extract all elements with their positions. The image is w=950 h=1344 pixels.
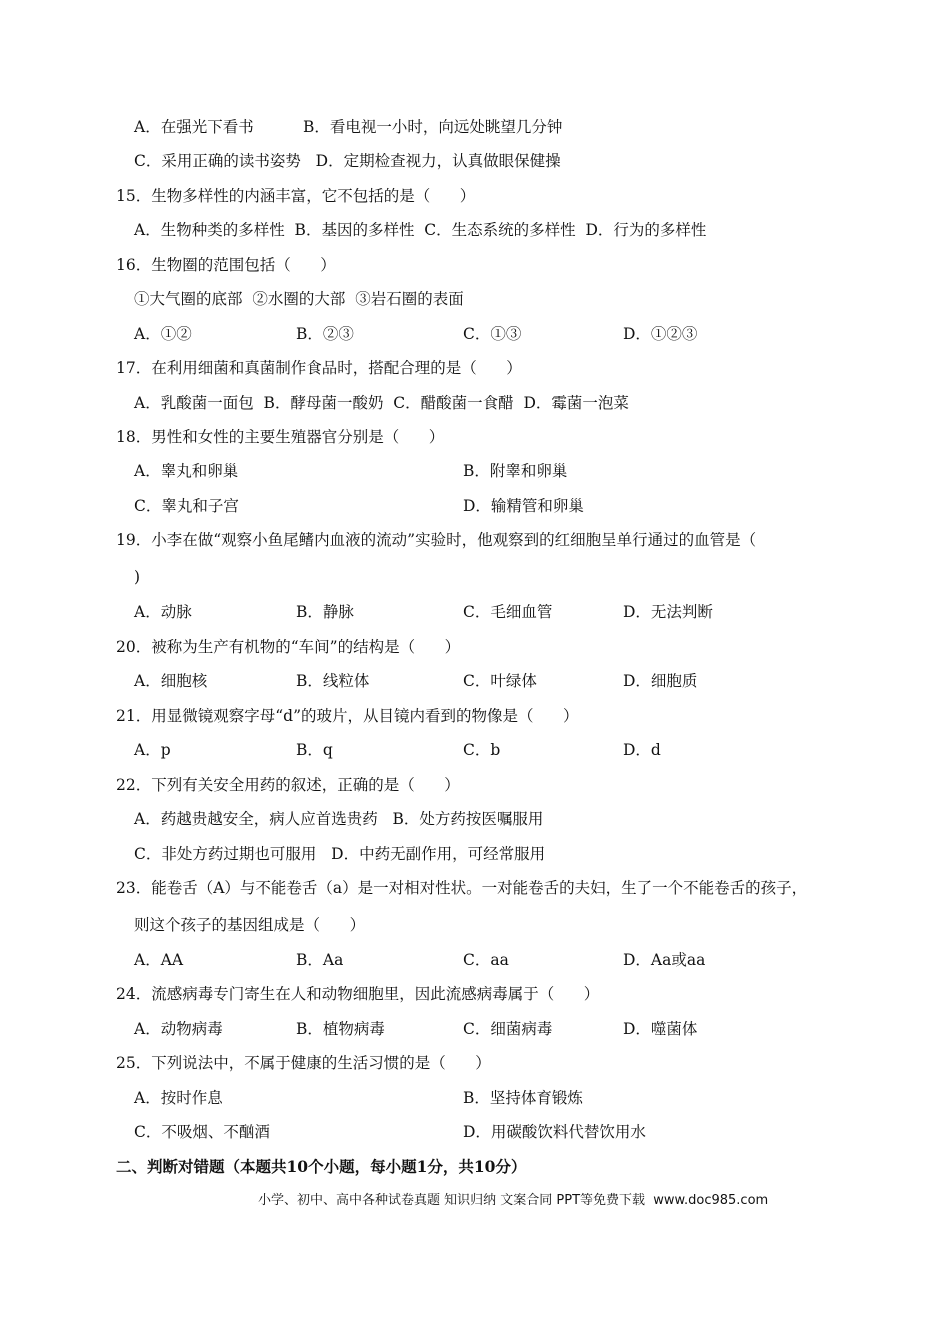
q17-options: A．乳酸菌一面包 B．酵母菌一酸奶 C．醋酸菌一食醋 D．霉菌一泡菜 [134, 394, 629, 412]
q18-option-d: D．输精管和卵巢 [463, 497, 584, 515]
q25-option-d: D．用碳酸饮料代替饮用水 [463, 1123, 646, 1141]
q15-stem: 15．生物多样性的内涵丰富，它不包括的是（ ） [116, 187, 476, 205]
q18-option-a: A．睾丸和卵巢 [134, 462, 239, 480]
q24-option-a: A．动物病毒 [134, 1020, 223, 1038]
q19-option-d: D．无法判断 [623, 603, 713, 621]
q16-option-c: C．①③ [463, 325, 522, 343]
q24-stem: 24．流感病毒专门寄生在人和动物细胞里，因此流感病毒属于（ ） [116, 985, 600, 1003]
q25-option-b: B．坚持体育锻炼 [463, 1089, 583, 1107]
q16-items: ①大气圈的底部 ②水圈的大部 ③岩石圈的表面 [134, 290, 464, 308]
q19-option-a: A．动脉 [134, 603, 192, 621]
q17-stem: 17．在利用细菌和真菌制作食品时，搭配合理的是（ ） [116, 359, 522, 377]
q24-option-b: B．植物病毒 [296, 1020, 385, 1038]
q23-option-b: B．Aa [296, 951, 344, 969]
q21-options [0, 739, 950, 761]
q21-stem: 21．用显微镜观察字母“d”的玻片，从目镜内看到的物像是（ ） [116, 707, 579, 725]
q16-options [0, 323, 950, 345]
q19-option-b: B．静脉 [296, 603, 354, 621]
q24-option-c: C．细菌病毒 [463, 1020, 553, 1038]
q16-stem: 16．生物圈的范围包括（ ） [116, 256, 336, 274]
q19-options [0, 601, 950, 623]
q25-options-ab [0, 1087, 950, 1109]
q21-option-c: C．b [463, 741, 501, 759]
q20-stem: 20．被称为生产有机物的“车间”的结构是（ ） [116, 638, 461, 656]
q18-options-cd [0, 495, 950, 517]
footer-text: 小学、初中、高中各种试卷真题 知识归纳 文案合同 PPT等免费下载 www.doc985.com [258, 1193, 769, 1208]
q23-stem-cont: 则这个孩子的基因组成是（ ） [134, 916, 366, 934]
q18-stem: 18．男性和女性的主要生殖器官分别是（ ） [116, 428, 445, 446]
q18-option-b: B．附睾和卵巢 [463, 462, 568, 480]
q22-stem: 22．下列有关安全用药的叙述，正确的是（ ） [116, 776, 460, 794]
q14-options-ab: A．在强光下看书 B．看电视一小时，向远处眺望几分钟 [134, 118, 563, 136]
q19-stem-cont: ) [134, 568, 141, 586]
q23-option-a: A．AA [134, 951, 184, 969]
q25-option-c: C．不吸烟、不酗酒 [134, 1123, 270, 1141]
q20-option-c: C．叶绿体 [463, 672, 537, 690]
q23-options [0, 949, 950, 971]
q25-options-cd [0, 1121, 950, 1143]
q19-stem: 19．小李在做“观察小鱼尾鳍内血液的流动”实验时，他观察到的红细胞呈单行通过的血管是（ [116, 531, 757, 549]
q22-options-ab: A．药越贵越安全，病人应首选贵药 B．处方药按医嘱服用 [134, 810, 544, 828]
section-2-heading: 二、判断对错题（本题共10个小题，每小题1分，共10分） [116, 1157, 527, 1176]
q24-options [0, 1018, 950, 1040]
q16-option-b: B．②③ [296, 325, 354, 343]
q16-option-d: D．①②③ [623, 325, 698, 343]
q20-option-a: A．细胞核 [134, 672, 208, 690]
q22-options-cd: C．非处方药过期也可服用 D．中药无副作用，可经常服用 [134, 845, 546, 863]
q25-stem: 25．下列说法中，不属于健康的生活习惯的是（ ） [116, 1054, 491, 1072]
q21-option-b: B．q [296, 741, 333, 759]
q20-option-b: B．线粒体 [296, 672, 370, 690]
q18-options-ab [0, 460, 950, 482]
q15-options: A．生物种类的多样性 B．基因的多样性 C．生态系统的多样性 D．行为的多样性 [134, 221, 707, 239]
q25-option-a: A．按时作息 [134, 1089, 223, 1107]
q20-options [0, 670, 950, 692]
q23-option-c: C．aa [463, 951, 509, 969]
q18-option-c: C．睾丸和子宫 [134, 497, 239, 515]
q19-option-c: C．毛细血管 [463, 603, 553, 621]
q16-option-a: A．①② [134, 325, 192, 343]
q23-option-d: D．Aa或aa [623, 951, 706, 969]
q20-option-d: D．细胞质 [623, 672, 698, 690]
q14-options-cd: C．采用正确的读书姿势 D．定期检查视力，认真做眼保健操 [134, 152, 561, 170]
q21-option-a: A．p [134, 741, 171, 759]
q23-stem: 23．能卷舌（A）与不能卷舌（a）是一对相对性状。一对能卷舌的夫妇，生了一个不能卷舌的孩子， [116, 879, 808, 897]
q21-option-d: D．d [623, 741, 661, 759]
q24-option-d: D．噬菌体 [623, 1020, 698, 1038]
